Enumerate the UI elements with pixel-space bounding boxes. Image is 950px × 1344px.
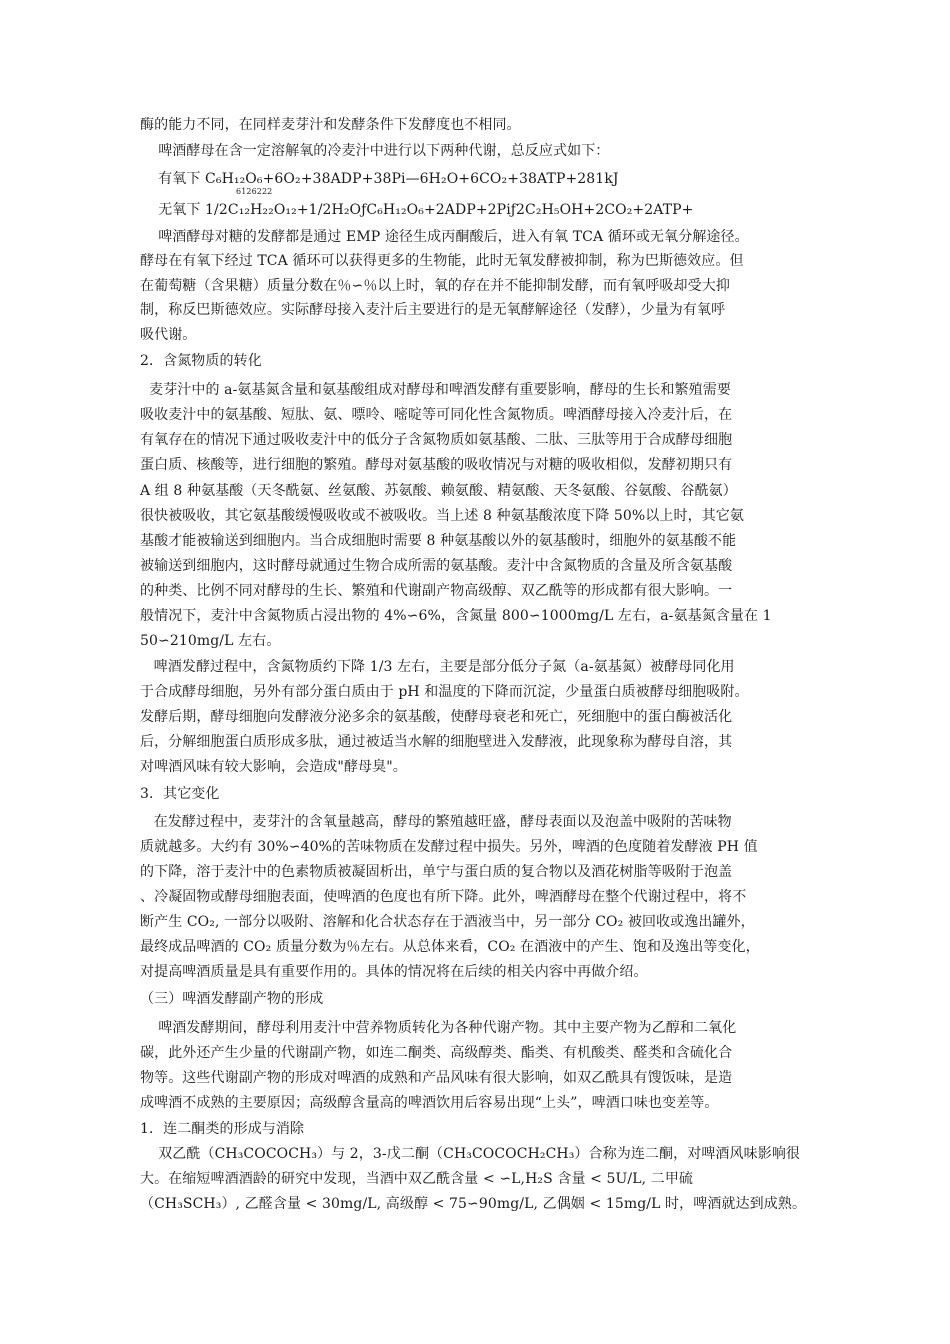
- text-line: 基酸才能被输送到细胞内。当合成细胞时需要 8 种氨基酸以外的氨基酸时，细胞外的氨基酸不能: [140, 533, 737, 549]
- text-line: 很快被吸收，其它氨基酸缓慢吸收或不被吸收。当上述 8 种氨基酸浓度下降 50%以上时，其它氨: [140, 508, 744, 524]
- text-line: 酵母在有氧下经过 TCA 循环可以获得更多的生物能，此时无氧发酵被抑制，称为巴斯德效应。但: [140, 253, 744, 269]
- text-line: 啤酒发酵过程中，含氮物质约下降 1/3 左右，主要是部分低分子氮（a-氨基氮）被酵母同化用: [140, 659, 735, 675]
- text-line: 啤酒酵母对糖的发酵都是通过 EMP 途径生成丙酮酸后，进入有氧 TCA 循环或无氧分解途径。: [140, 229, 749, 245]
- text-line: 有氧存在的情况下通过吸收麦汁中的低分子含氮物质如氨基酸、二肽、三肽等用于合成酵母细胞: [140, 432, 733, 448]
- text-line: 对啤酒风味有较大影响，会造成"酵母臭"。: [140, 759, 407, 775]
- equation-aerobic: 有氧下 C₆H₁₂O₆+6O₂+38ADP+38Pi—6H₂O+6CO₂+38ATP+281kJ: [140, 171, 619, 187]
- equation-subscript-residue: 6126222: [236, 187, 273, 196]
- text-line: 般情况下，麦汁中含氮物质占浸出物的 4%∽6%，含氮量 800∽1000mg/L 左右，a-氨基氮含量在 1: [140, 608, 772, 624]
- text-line: 大。在缩短啤酒酒龄的研究中发现，当酒中双乙酰含量 < ∽L,H₂S 含量 < 5U/L, 二甲硫: [140, 1171, 694, 1187]
- text-line: 成啤酒不成熟的主要原因；高级醇含量高的啤酒饮用后容易出现“上头”，啤酒口味也变差等。: [140, 1095, 719, 1111]
- text-line: 的种类、比例不同对酵母的生长、繁殖和代谢副产物高级醇、双乙酰等的形成都有很大影响。一: [140, 583, 733, 599]
- text-line: 50∽210mg/L 左右。: [140, 633, 281, 649]
- text-line: 蛋白质、核酸等，进行细胞的繁殖。酵母对氨基酸的吸收情况与对糖的吸收相似，发酵初期只有: [140, 457, 733, 473]
- text-line: 酶的能力不同，在同样麦芽汁和发酵条件下发酵度也不相同。: [140, 117, 521, 133]
- text-line: 、冷凝固物或酵母细胞表面，使啤酒的色度也有所下降。此外，啤酒酵母在整个代谢过程中，将不: [140, 889, 747, 905]
- text-line: A 组 8 种氨基酸（天冬酰氨、丝氨酸、苏氨酸、赖氨酸、精氨酸、天冬氨酸、谷氨酸、谷酰氨）: [140, 483, 737, 499]
- text-line: 发酵后期，酵母细胞向发酵液分泌多余的氨基酸，使酵母衰老和死亡，死细胞中的蛋白酶被活化: [140, 709, 733, 725]
- section-heading: （三）啤酒发酵副产物的形成: [140, 991, 324, 1007]
- equation-anaerobic: 无氧下 1/2C₁₂H₂₂O₁₂+1/2H₂OƒC₆H₁₂O₆+2ADP+2Piƒ2C₂H₅OH+2CO₂+2ATP+: [140, 202, 694, 218]
- text-line: 麦芽汁中的 a-氨基氮含量和氨基酸组成对酵母和啤酒发酵有重要影响，酵母的生长和繁殖需要: [140, 382, 731, 398]
- text-line: 吸收麦汁中的氨基酸、短肽、氨、嘌呤、嘧啶等可同化性含氮物质。啤酒酵母接入冷麦汁后，在: [140, 407, 733, 423]
- text-line: 制，称反巴斯德效应。实际酵母接入麦汁后主要进行的是无氧酵解途径（发酵），少量为有氧呼: [140, 302, 726, 318]
- text-line: 啤酒酵母在含一定溶解氧的冷麦汁中进行以下两种代谢，总反应式如下：: [140, 143, 610, 159]
- section-heading: 2．含氮物质的转化: [140, 353, 262, 369]
- text-line: 吸代谢。: [140, 327, 197, 343]
- text-line: 碳，此外还产生少量的代谢副产物，如连二酮类、高级醇类、酯类、有机酸类、醛类和含硫化合: [140, 1045, 733, 1061]
- text-line: （CH₃SCH₃）, 乙醛含量 < 30mg/L, 高级醇 < 75∽90mg/L, 乙偶姻 < 15mg/L 时，啤酒就达到成熟。: [140, 1196, 807, 1212]
- text-line: 在葡萄糖（含果糖）质量分数在％∽％以上时，氧的存在并不能抑制发酵，而有氧呼吸却受大抑: [140, 278, 730, 294]
- text-line: 啤酒发酵期间，酵母利用麦汁中营养物质转化为各种代谢产物。其中主要产物为乙醇和二氧化: [140, 1020, 737, 1036]
- text-line: 物等。这些代谢副产物的形成对啤酒的成熟和产品风味有很大影响，如双乙酰具有馊饭味，是造: [140, 1070, 733, 1086]
- text-line: 在发酵过程中，麦芽汁的含氧量越高，酵母的繁殖越旺盛，酵母表面以及泡盖中吸附的苦味物: [140, 814, 732, 830]
- section-heading: 1．连二酮类的形成与消除: [140, 1121, 305, 1137]
- text-line: 于合成酵母细胞，另外有部分蛋白质由于 pH 和温度的下降而沉淀，少量蛋白质被酵母细胞吸附。: [140, 684, 749, 700]
- text-line: 的下降，溶于麦汁中的色素物质被凝固析出，单宁与蛋白质的复合物以及酒花树脂等吸附于泡盖: [140, 864, 733, 880]
- text-line: 断产生 CO₂, 一部分以吸附、溶解和化合状态存在于酒液当中，另一部分 CO₂ 被回收或逸出罐外，: [140, 914, 755, 930]
- text-line: 被输送到细胞内，这时酵母就通过生物合成所需的氨基酸。麦汁中含氮物质的含量及所含氨基酸: [140, 558, 733, 574]
- text-line: 后，分解细胞蛋白质形成多肽，通过被适当水解的细胞壁进入发酵液，此现象称为酵母自溶，其: [140, 734, 733, 750]
- section-heading: 3．其它变化: [140, 786, 220, 802]
- text-line: 最终成品啤酒的 CO₂ 质量分数为％左右。从总体来看，CO₂ 在酒液中的产生、饱和及逸出等变化，: [140, 939, 760, 955]
- text-line: 对提高啤酒质量是具有重要作用的。具体的情况将在后续的相关内容中再做介绍。: [140, 964, 648, 980]
- text-line: 双乙酰（CH₃COCOCH₃）与 2，3-戊二酮（CH₃COCOCH₂CH₃）合称为连二酮，对啤酒风味影响很: [140, 1146, 801, 1162]
- text-line: 质就越多。大约有 30%∽40%的苦味物质在发酵过程中损失。另外，啤酒的色度随着发酵液 PH 值: [140, 839, 758, 855]
